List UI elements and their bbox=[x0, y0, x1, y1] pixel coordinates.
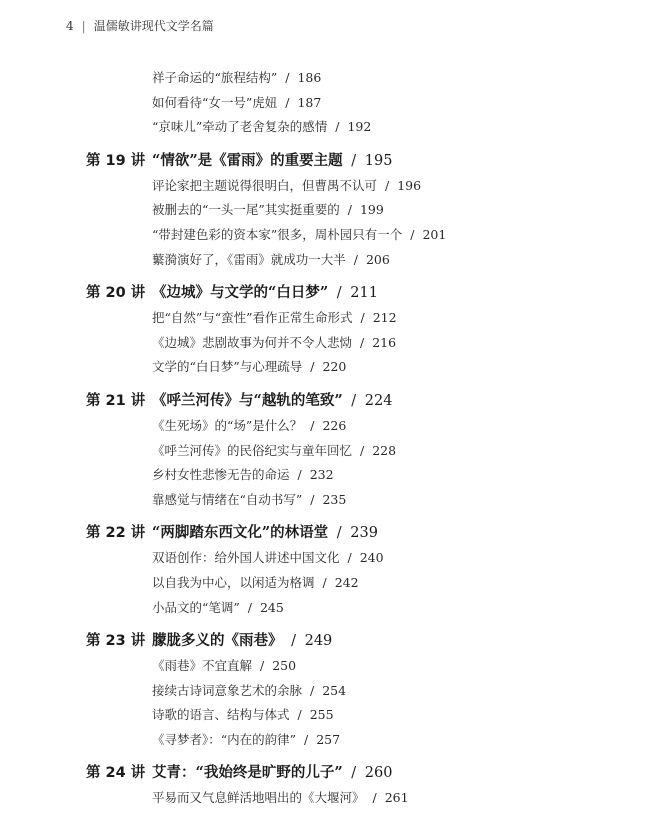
lecture-page: 195 bbox=[364, 152, 393, 169]
entry-title: 小品文的“笔调” bbox=[152, 599, 240, 615]
entry-title: 《生死场》的“场”是什么？ bbox=[152, 417, 303, 433]
lecture-separator: / bbox=[346, 765, 361, 782]
entry-separator: / bbox=[368, 790, 381, 806]
entry-title: 蘩漪演好了，《雷雨》就成功一大半 bbox=[152, 251, 346, 267]
entry-page: 220 bbox=[322, 359, 347, 375]
entry-title: 以自我为中心，以闲适为格调 bbox=[152, 574, 315, 590]
entry-title: 《呼兰河传》的民俗纪实与童年回忆 bbox=[152, 442, 353, 458]
lecture-page: 260 bbox=[364, 765, 393, 782]
entry-title: 评论家把主题说得很明白，但曹禺不认可 bbox=[152, 177, 378, 193]
lecture-number: 第 20 讲 bbox=[86, 285, 146, 302]
entry-page: 255 bbox=[309, 707, 334, 723]
entry-title: 靠感觉与情绪在“自动书写” bbox=[152, 491, 303, 507]
chapter-heading[interactable] bbox=[0, 628, 663, 654]
lecture-title bbox=[152, 148, 392, 174]
entry-separator: / bbox=[281, 70, 294, 85]
entry-title: 平易而又气息鲜活地唱出的《大堰河》 bbox=[152, 790, 365, 806]
toc-entry[interactable] bbox=[0, 66, 663, 91]
chapter-heading[interactable] bbox=[0, 280, 663, 306]
entry-title: 乡村女性悲惨无告的命运 bbox=[152, 467, 290, 483]
chapter-block bbox=[0, 628, 663, 752]
lecture-title-text: 朦胧多义的《雨巷》 bbox=[152, 632, 283, 650]
table-of-contents bbox=[0, 66, 663, 811]
lecture-number: 第 21 讲 bbox=[86, 392, 146, 409]
toc-entry[interactable] bbox=[0, 571, 663, 596]
lecture-title bbox=[152, 280, 378, 306]
entry-page: 201 bbox=[422, 226, 447, 242]
entry-page: 187 bbox=[297, 94, 322, 110]
toc-entry[interactable] bbox=[0, 654, 663, 679]
lecture-page: 224 bbox=[364, 392, 393, 409]
chapter-heading[interactable] bbox=[0, 520, 663, 546]
entry-title: 双语创作：给外国人讲述中国文化 bbox=[152, 550, 340, 566]
entry-page: 199 bbox=[359, 202, 384, 218]
header-separator: | bbox=[81, 19, 86, 33]
lecture-title-text: “情欲”是《雷雨》的重要主题 bbox=[152, 151, 343, 169]
entry-page: 212 bbox=[372, 310, 397, 326]
lecture-title bbox=[152, 760, 392, 786]
header-page-number: 4 bbox=[66, 19, 74, 33]
toc-entry[interactable] bbox=[0, 679, 663, 704]
entry-page: 228 bbox=[372, 442, 397, 458]
lecture-title bbox=[152, 388, 392, 414]
entry-page: 235 bbox=[322, 491, 347, 507]
toc-entry[interactable] bbox=[0, 306, 663, 331]
entry-separator: / bbox=[306, 682, 319, 698]
entry-page: 240 bbox=[359, 550, 384, 566]
toc-entry[interactable] bbox=[0, 546, 663, 571]
entry-page: 250 bbox=[272, 658, 297, 674]
entry-separator: / bbox=[356, 334, 369, 350]
chapter-block bbox=[0, 520, 663, 620]
entry-page: 257 bbox=[316, 731, 341, 747]
entry-title: 把“自然”与“蛮性”看作正常生命形式 bbox=[152, 310, 353, 326]
lecture-title bbox=[152, 520, 378, 546]
chapter-heading[interactable] bbox=[0, 148, 663, 174]
entry-title: 《边城》悲剧故事为何并不令人悲恸 bbox=[152, 334, 353, 350]
lecture-number: 第 19 讲 bbox=[86, 152, 146, 169]
lecture-separator: / bbox=[346, 152, 361, 169]
entry-separator: / bbox=[293, 467, 306, 483]
chapter-block bbox=[0, 760, 663, 811]
entry-page: 196 bbox=[397, 177, 422, 193]
lecture-title-text: 《呼兰河传》与“越轨的笔致” bbox=[152, 391, 343, 409]
entry-separator: / bbox=[300, 731, 313, 747]
toc-entry[interactable] bbox=[0, 355, 663, 380]
entry-title: “带封建色彩的资本家”很多，周朴园只有一个 bbox=[152, 226, 403, 242]
entry-page: 206 bbox=[365, 251, 390, 267]
entry-separator: / bbox=[343, 202, 356, 218]
entry-title: 《雨巷》不宜直解 bbox=[152, 658, 253, 674]
entry-page: 261 bbox=[384, 790, 409, 806]
entry-title: 接续古诗词意象艺术的余脉 bbox=[152, 682, 303, 698]
entry-title: “京味儿”牵动了老舍复杂的感情 bbox=[152, 119, 328, 135]
chapter-block bbox=[0, 280, 663, 380]
entry-separator: / bbox=[349, 251, 362, 267]
entry-separator: / bbox=[306, 359, 319, 375]
entry-page: 192 bbox=[347, 119, 372, 135]
entry-separator: / bbox=[256, 658, 269, 674]
entry-page: 242 bbox=[334, 574, 359, 590]
header-book-title: 温儒敏讲现代文学名篇 bbox=[93, 19, 214, 33]
toc-entry[interactable] bbox=[0, 331, 663, 356]
chapter-heading[interactable] bbox=[0, 760, 663, 786]
toc-entry[interactable] bbox=[0, 463, 663, 488]
chapter-block bbox=[0, 148, 663, 272]
toc-entry[interactable] bbox=[0, 728, 663, 753]
entry-separator: / bbox=[281, 94, 294, 110]
entry-separator: / bbox=[331, 119, 344, 135]
entry-separator: / bbox=[306, 417, 319, 433]
lecture-page: 239 bbox=[350, 525, 378, 542]
lecture-title-text: “两脚踏东西文化”的林语堂 bbox=[152, 524, 329, 542]
entry-title: 祥子命运的“旅程结构” bbox=[152, 70, 278, 85]
lecture-number: 第 24 讲 bbox=[86, 765, 146, 782]
running-header bbox=[66, 18, 214, 34]
entry-title: 如何看待“女一号”虎妞 bbox=[152, 94, 278, 110]
lecture-page: 249 bbox=[304, 633, 333, 650]
entry-separator: / bbox=[243, 599, 256, 615]
lecture-separator: / bbox=[332, 525, 347, 542]
entry-title: 文学的“白日梦”与心理疏导 bbox=[152, 359, 303, 375]
lecture-separator: / bbox=[286, 633, 301, 650]
lecture-separator: / bbox=[346, 392, 361, 409]
entry-title: 《寻梦者》：“内在的韵律” bbox=[152, 731, 297, 747]
entry-separator: / bbox=[356, 310, 369, 326]
lecture-number: 第 22 讲 bbox=[86, 525, 146, 542]
entry-page: 232 bbox=[309, 467, 334, 483]
toc-entry[interactable] bbox=[0, 703, 663, 728]
entry-page: 226 bbox=[322, 417, 347, 433]
entry-title: 诗歌的语言、结构与体式 bbox=[152, 707, 290, 723]
entry-separator: / bbox=[293, 707, 306, 723]
toc-entry[interactable] bbox=[0, 786, 663, 811]
entry-separator: / bbox=[356, 442, 369, 458]
toc-entry[interactable] bbox=[0, 91, 663, 116]
entry-page: 254 bbox=[322, 682, 347, 698]
entry-separator: / bbox=[306, 491, 319, 507]
lecture-number: 第 23 讲 bbox=[86, 633, 146, 650]
entry-separator: / bbox=[381, 177, 394, 193]
lecture-separator: / bbox=[332, 285, 347, 302]
toc-entry[interactable] bbox=[0, 198, 663, 223]
entry-page: 216 bbox=[372, 334, 397, 350]
toc-entry[interactable] bbox=[0, 488, 663, 513]
toc-entry[interactable] bbox=[0, 174, 663, 199]
chapter-block bbox=[0, 388, 663, 512]
toc-entry[interactable] bbox=[0, 223, 663, 248]
entry-separator: / bbox=[406, 226, 419, 242]
entry-page: 186 bbox=[297, 70, 322, 85]
toc-entry[interactable] bbox=[0, 596, 663, 621]
lecture-title bbox=[152, 628, 332, 654]
chapter-heading[interactable] bbox=[0, 388, 663, 414]
toc-entry[interactable] bbox=[0, 414, 663, 439]
entry-separator: / bbox=[343, 550, 356, 566]
lecture-page: 211 bbox=[350, 285, 378, 302]
entry-separator: / bbox=[318, 574, 331, 590]
toc-entry[interactable] bbox=[0, 439, 663, 464]
entry-page: 245 bbox=[259, 599, 284, 615]
entry-title: 被删去的“一头一尾”其实挺重要的 bbox=[152, 202, 340, 218]
lecture-title-text: 艾青：“我始终是旷野的儿子” bbox=[152, 764, 343, 782]
toc-entry[interactable] bbox=[0, 248, 663, 273]
toc-entry[interactable] bbox=[0, 115, 663, 140]
lecture-title-text: 《边城》与文学的“白日梦” bbox=[152, 284, 329, 302]
